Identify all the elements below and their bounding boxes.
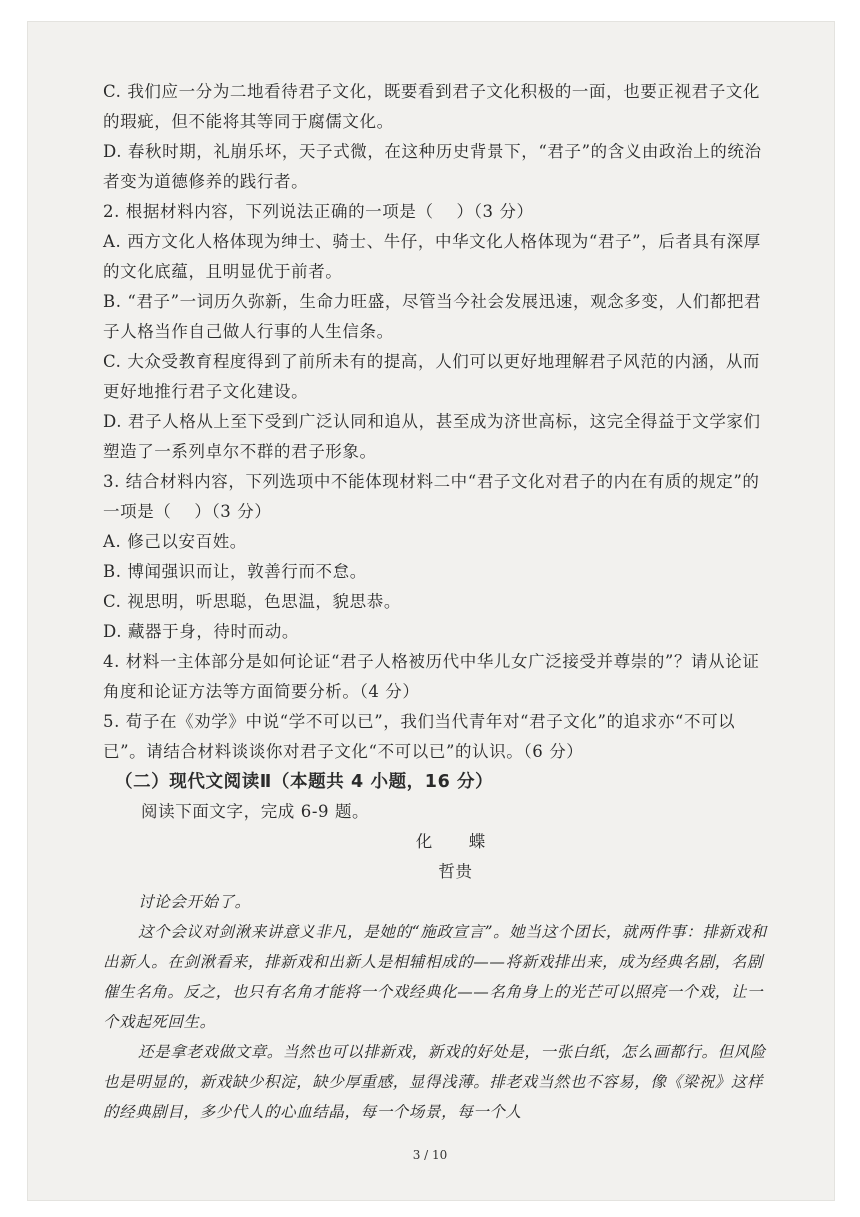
story-title: 化 蝶 [415,832,496,851]
q2-option-a: A. 西方文化人格体现为绅士、骑士、牛仔，中华文化人格体现为“君子”，后者具有深厚的文化底蕴，且明显优于前者。 [103,232,761,281]
q3-stem: 3. 结合材料内容，下列选项中不能体现材料二中“君子文化对君子的内在有质的规定”的一项是（ ）（3 分） [103,472,760,521]
q2-option-d: D. 君子人格从上至下受到广泛认同和追从，甚至成为济世高标，这完全得益于文学家们塑造了一系列卓尔不群的君子形象。 [103,412,761,461]
page-content [103,77,768,1127]
q1-option-d: D. 春秋时期，礼崩乐坏，天子式微，在这种历史背景下，“君子”的含义由政治上的统治者变为道德修养的践行者。 [103,142,762,191]
story-paragraph: 讨论会开始了。 [138,893,251,911]
q4-stem: 4. 材料一主体部分是如何论证“君子人格被历代中华儿女广泛接受并尊崇的”？请从论证角度和论证方法等方面简要分析。（4 分） [103,652,760,701]
q3-option-c: C. 视思明，听思聪，色思温，貌思恭。 [103,592,401,611]
page-number: 3 / 10 [412,1148,448,1162]
q3-option-d: D. 藏器于身，待时而动。 [103,622,299,641]
q2-stem: 2. 根据材料内容，下列说法正确的一项是（ ）（3 分） [103,202,534,221]
q1-option-c: C. 我们应一分为二地看待君子文化，既要看到君子文化积极的一面，也要正视君子文化的瑕疵，但不能将其等同于腐儒文化。 [103,82,761,131]
story-paragraph: 还是拿老戏做文章。当然也可以排新戏，新戏的好处是，一张白纸，怎么画都行。但风险也是明显的，新戏缺少积淀，缺少厚重感，显得浅薄。排老戏当然也不容易，像《梁祝》这样的经典剧目，多少代人的心血结晶，每一个场景，每一个人 [103,1043,766,1121]
q2-option-c: C. 大众受教育程度得到了前所未有的提高，人们可以更好地理解君子风范的内涵，从而更好地推行君子文化建设。 [103,352,761,401]
section-instruction: 阅读下面文字，完成 6-9 题。 [141,802,370,821]
q2-option-b: B. “君子”一词历久弥新，生命力旺盛，尽管当今社会发展迅速，观念多变，人们都把君子人格当作自己做人行事的人生信条。 [103,292,762,341]
story-author: 哲贵 [438,862,473,881]
story-paragraph: 这个会议对剑湫来讲意义非凡，是她的“施政宣言”。她当这个团长，就两件事：排新戏和出新人。在剑湫看来，排新戏和出新人是相辅相成的——将新戏排出来，成为经典名剧，名剧催生名角。反之，也只有名角才能将一个戏经典化——名角身上的光芒可以照亮一个戏，让一个戏起死回生。 [103,923,767,1031]
q5-stem: 5. 荀子在《劝学》中说“学不可以已”，我们当代青年对“君子文化”的追求亦“不可以已”。请结合材料谈谈你对君子文化“不可以已”的认识。（6 分） [103,712,736,761]
q3-option-a: A. 修己以安百姓。 [103,532,247,551]
q3-option-b: B. 博闻强识而让，敦善行而不怠。 [103,562,367,581]
section-title: （二）现代文阅读Ⅱ（本题共 4 小题，16 分） [115,772,494,792]
